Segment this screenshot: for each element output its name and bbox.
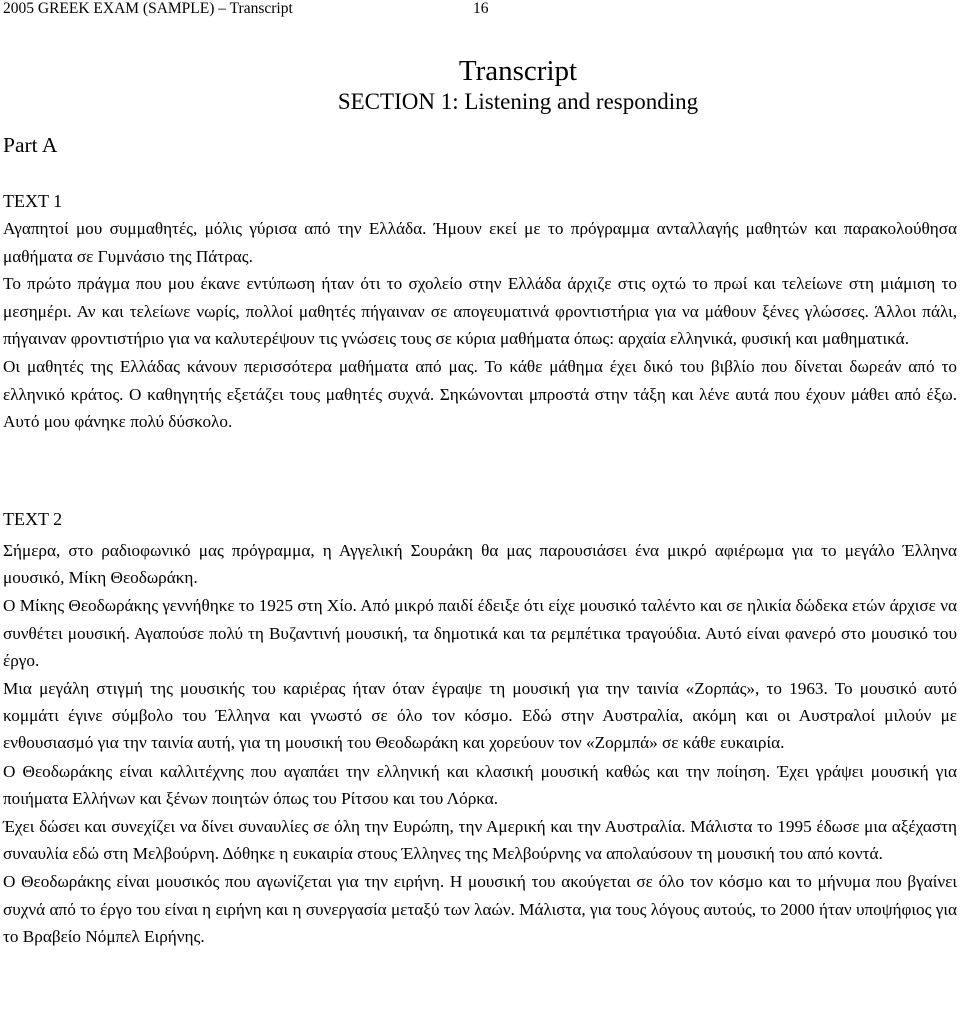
title-block bbox=[0, 54, 960, 116]
text-1-section bbox=[3, 189, 957, 436]
text-1-paragraph: Αγαπητοί μου συμμαθητές, μόλις γύρισα από την Ελλάδα. Ήμουν εκεί με το πρόγραμμα ανταλλαγής μαθητών και παρακολούθησα μαθήματα σε Γυμνάσιο της Πάτρας. bbox=[3, 219, 957, 266]
section-subtitle: SECTION 1: Listening and responding bbox=[337, 89, 699, 114]
document-title: Transcript bbox=[458, 55, 578, 87]
text-2-paragraph: Μια μεγάλη στιγμή της μουσικής του καριέρας ήταν όταν έγραψε τη μουσική για την ταινία «Ζορπάς», το 1963. Το μουσικό αυτό κομμάτι έγινε σύμβολο του Έλληνα και γνωστό σε όλο τον κόσμο. Εδώ στην Αυστραλία, ακόμη και οι Αυστραλοί μιλούν με ενθουσιασμό για την ταινία αυτή, για τη μουσική του Θεοδωράκη και χορεύουν τον «Ζορμπά» σε κάθε ευκαιρία. bbox=[3, 679, 957, 753]
text-1-paragraph: Το πρώτο πράγμα που μου έκανε εντύπωση ήταν ότι το σχολείο στην Ελλάδα άρχιζε στις οχτώ το πρωί και τελείωνε στη μιάμιση το μεσημέρι. Αν και τελείωνε νωρίς, πολλοί μαθητές πήγαιναν σε απογευματινά φροντιστήρια για να μάθουν ξένες γλώσσες. Άλλοι πάλι, πήγαιναν φροντιστήριο για να καλυτερέψουν τις γνώσεις τους σε κύρια μαθήματα όπως: αρχαία ελληνικά, φυσική και μαθηματικά. bbox=[3, 274, 957, 349]
running-header bbox=[3, 0, 489, 18]
text-2-section bbox=[3, 507, 957, 951]
text-1-paragraph: Οι μαθητές της Ελλάδας κάνουν περισσότερα μαθήματα από μας. Το κάθε μάθημα έχει δικό του βιβλίο που δίνεται δωρεάν από το ελληνικό κράτος. Ο καθηγητής εξετάζει τους μαθητές συχνά. Σηκώνονται μπροστά στην τάξη και λένε αυτά που έχουν μάθει από έξω. Αυτό μου φάνηκε πολύ δύσκολο. bbox=[3, 356, 957, 432]
text-2-paragraph: Ο Θεοδωράκης είναι καλλιτέχνης που αγαπάει την ελληνική και κλασική μουσική καθώς και την ποίηση. Έχει γράψει μουσική για ποιήματα Ελλήνων και ξένων ποιητών όπως του Ρίτσου και του Λόρκα. bbox=[3, 761, 957, 808]
page-number: 16 bbox=[473, 0, 489, 17]
text-1-heading: TEXT 1 bbox=[3, 191, 63, 211]
text-2-heading: TEXT 2 bbox=[3, 509, 63, 529]
text-2-paragraph: Ο Θεοδωράκης είναι μουσικός που αγωνίζεται για την ειρήνη. Η μουσική του ακούγεται σε όλο τον κόσμο και το μήνυμα που βγαίνει συχνά από το έργο του είναι η ειρήνη και η συνεργασία μεταξύ των λαών. Μάλιστα, για τους λόγους αυτούς, το 2000 ήταν υποψήφιος για το Βραβείο Νόμπελ Ειρήνης. bbox=[3, 872, 957, 946]
text-2-paragraph: Σήμερα, στο ραδιοφωνικό μας πρόγραμμα, η Αγγελική Σουράκη θα μας παρουσιάσει ένα μικρό αφιέρωμα για το μεγάλο Έλληνα μουσικό, Μίκη Θεοδωράκη. bbox=[3, 541, 957, 588]
part-label: Part A bbox=[3, 133, 58, 157]
text-2-paragraph: Ο Μίκης Θεοδωράκης γεννήθηκε το 1925 στη Χίο. Από μικρό παιδί έδειξε ότι είχε μουσικό ταλέντο και σε ηλικία δώδεκα ετών άρχισε να συνθέτει μουσική. Αγαπούσε πολύ τη Βυζαντινή μουσική, τα δημοτικά και τα ρεμπέτικα τραγούδια. Αυτό είναι φανερό στο μουσικό του έργο. bbox=[3, 596, 957, 670]
running-title: 2005 GREEK EXAM (SAMPLE) – Transcript bbox=[3, 0, 293, 17]
text-2-paragraph: Έχει δώσει και συνεχίζει να δίνει συναυλίες σε όλη την Ευρώπη, την Αμερική και την Αυστραλία. Μάλιστα το 1995 έδωσε μια αξέχαστη συναυλία εδώ στη Μελβούρνη. Δόθηκε η ευκαιρία στους Έλληνες της Μελβούρνης να απολαύσουν τη μουσική του από κοντά. bbox=[3, 817, 957, 864]
